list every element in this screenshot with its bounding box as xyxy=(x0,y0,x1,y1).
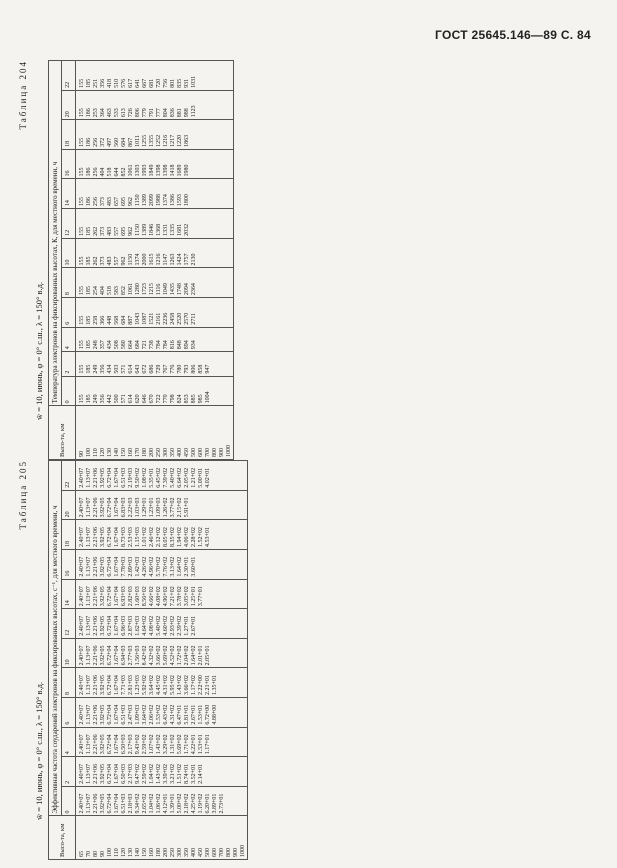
data-column: 2.40+07 1.13+07 2.21+06 3.92+05 6.72+04 1.67+04 7.71+03 2.81+03 1.23+03 5.92+02 3.64+02 4.45+02 4.31+02 5.95+02 1.43+02 3.66+02 1.17+02 2.22+00 2.21+01 1.35+01 xyxy=(76,668,248,698)
group-header: Эффективная частота соударений электронов на фиксированных высотах, с⁻¹, для местного времени, ч xyxy=(49,461,62,816)
data-column: 2.40+07 1.13+07 2.21+06 3.92+05 6.72+04 1.67+04 6.51+03 2.18+03 9.34+02 2.65+02 1.04+02 1.06+02 4.12+01 1.39+01 5.00+02 2.18+02 4.25+02 1.19+02 6.20+01 3.89+01 2.73+01 xyxy=(76,786,248,816)
hour-header: 8 xyxy=(62,668,76,698)
height-column: 65 70 80 90 100 110 120 130 140 150 160 180 200 250 300 350 400 450 500 600 700 800 900 1000 xyxy=(76,816,248,860)
height-column: 90 100 110 120 130 140 150 160 170 180 200 250 300 350 400 450 500 600 700 800 900 1000 xyxy=(76,406,234,460)
data-column: 155 185 248 357 434 508 580 664 684 721 738 784 784 816 848 894 934 xyxy=(76,327,234,351)
hour-header: 10 xyxy=(62,638,76,668)
data-column: 2.40+07 1.13+07 2.21+06 3.92+05 6.72+04 1.67+04 6.94+03 2.77+03 1.56+03 8.42+02 4.32+02 3.66+02 5.69+02 4.52+02 1.72+02 2.04+02 1.64+02 2.01+01 2.05+01 xyxy=(76,638,248,668)
data-column: 2.40+07 1.13+07 2.21+06 3.92+05 6.72+04 1.67+04 6.96+03 2.87+03 1.62+03 4.64+02 4.08+02 5.40+02 4.60+02 2.93+02 2.39+02 1.27+01 2.67+01 xyxy=(76,609,248,639)
hour-header: 22 xyxy=(62,61,76,91)
data-column: 155 185 249 356 434 503 571 614 643 672 686 729 767 776 780 793 806 858 947 xyxy=(76,352,234,376)
data-column: 155 186 256 373 483 657 695 962 1150 1389 2099 1988 1374 1386 1593 1800 xyxy=(76,179,234,209)
table-205 xyxy=(18,460,248,860)
data-column: 2.40+07 1.13+07 2.21+06 3.92+05 6.72+04 1.67+04 6.50+03 2.17+03 9.47+02 2.59+02 1.04+02 1.43+02 3.39+02 3.21+02 1.51+02 8.74+01 3.52+01 2.14+01 xyxy=(76,757,248,787)
hour-header: 18 xyxy=(62,520,76,550)
hour-header: 0 xyxy=(62,786,76,816)
hour-header: 10 xyxy=(62,238,76,268)
hour-header: 20 xyxy=(62,90,76,119)
hour-header: 12 xyxy=(62,609,76,639)
data-column: 155 185 262 373 483 557 695 962 1150 1389 1846 1368 1331 1335 1681 2032 xyxy=(76,209,234,239)
data-column: 2.40+07 1.13+07 2.21+06 3.92+05 6.72+04 1.67+04 8.73+03 2.53+03 1.15+03 1.01+02 2.46+02 2.12+02 8.05+02 8.35+02 1.94+02 4.06+02 2.28+02 1.52+02 4.53+01 xyxy=(76,520,248,550)
table-204 xyxy=(18,60,234,460)
hour-header: 20 xyxy=(62,490,76,520)
hour-header: 16 xyxy=(62,549,76,579)
hour-header: 2 xyxy=(62,757,76,787)
hour-header: 4 xyxy=(62,327,76,351)
page-header: ГОСТ 25645.146—89 С. 84 xyxy=(435,28,591,42)
data-column: 155 185 249 356 442 500 571 614 620 646 670 722 770 798 824 853 885 985 1004 xyxy=(76,376,234,406)
data-table xyxy=(48,460,248,860)
data-column: 2.40+07 1.13+07 2.21+06 3.92+05 6.72+04 1.67+04 6.51+03 2.47+03 1.09+03 3.64+02 2.06+02 1.53+02 6.43+02 4.31+02 6.47+01 5.81+01 2.67+01 1.53+01 6.72+00 4.88+00 xyxy=(76,698,248,728)
hour-header: 6 xyxy=(62,298,76,328)
data-column: 155 186 256 372 497 560 684 867 1011 1255 1355 1252 1216 1217 1220 1863 xyxy=(76,120,234,150)
hour-header: 2 xyxy=(62,352,76,376)
hour-header: 16 xyxy=(62,149,76,179)
hour-header: 0 xyxy=(62,376,76,406)
data-column: 155 185 251 356 418 510 576 617 641 667 681 720 756 801 835 931 1031 xyxy=(76,61,234,91)
group-header: Температура электронов на фиксированных высотах, К, для местного времени, ч xyxy=(49,61,62,406)
data-column: 2.40+07 1.13+07 2.21+06 3.92+05 6.72+04 1.67+04 7.78+03 2.89+03 1.42+03 4.26+02 4.96+02 5.70+02 7.76+02 3.13+02 1.64+02 2.30+01 3.60+01 xyxy=(76,549,248,579)
hour-header: 4 xyxy=(62,727,76,757)
hour-header: 8 xyxy=(62,268,76,298)
data-column: 155 186 253 364 463 533 613 726 806 779 791 777 804 836 881 988 1123 xyxy=(76,90,234,119)
table-caption: Таблица 205 xyxy=(18,460,28,530)
data-column: 2.40+07 1.13+07 2.21+06 3.92+05 6.72+04 1.67+04 6.83+03 2.22+03 1.03+03 1.29+01 1.23+01 1.09+03 1.26+02 3.77+02 2.15+02 5.91+01 xyxy=(76,490,248,520)
data-table xyxy=(48,60,234,460)
height-header: Высо-та, км xyxy=(49,816,76,860)
data-column: 2.40+07 1.13+07 2.21+06 3.92+05 6.72+04 1.67+04 6.50+03 2.17+03 9.43+02 2.59+02 1.07+02 1.43+02 3.29+02 1.31+02 5.69+02 1.71+02 4.22+01 1.53+01 1.17+01 xyxy=(76,727,248,757)
data-column: 2.40+07 1.13+07 2.21+06 3.92+05 6.72+04 1.67+04 6.51+03 2.19+03 9.50+02 1.08+02 5.35+01 6.45+02 7.39+02 5.40+02 6.64+02 2.05+02 1.21+02 5.00+01 4.02+01 xyxy=(76,461,248,491)
data-column: 2.40+07 1.13+07 2.21+06 3.92+05 6.72+04 1.67+04 6.93+03 2.82+03 1.60+03 8.56+02 4.66+02 4.08+02 4.96+02 7.21+02 3.78+02 3.05+02 1.25+01 3.77+01 xyxy=(76,579,248,609)
hour-header: 18 xyxy=(62,120,76,150)
height-header: Высо-та, км xyxy=(49,406,76,460)
hour-header: 12 xyxy=(62,209,76,239)
hour-header: 6 xyxy=(62,698,76,728)
data-column: 155 185 258 366 448 568 684 887 1043 1087 1521 2161 2236 2458 2520 2570 2711 xyxy=(76,298,234,328)
table-subtitle: w̄ = 10, июнь, φ = 0° с.ш., λ = 150° в.д. xyxy=(34,281,44,420)
data-column: 155 186 256 404 518 644 852 1061 1303 1993 1849 1398 1398 1418 1689 1980 xyxy=(76,149,234,179)
hour-header: 14 xyxy=(62,179,76,209)
data-column: 155 185 254 404 518 583 852 1061 1280 1723 1215 1116 1049 1435 1748 2094 2364 xyxy=(76,268,234,298)
hour-header: 14 xyxy=(62,579,76,609)
hour-header: 22 xyxy=(62,461,76,491)
table-subtitle: w̄ = 10, июнь, φ = 0° с.ш., λ = 150° в.д. xyxy=(34,681,44,820)
table-caption: Таблица 204 xyxy=(18,60,28,130)
data-column: 155 185 262 373 483 557 962 1150 1374 2000 1615 1216 1147 1263 1424 1757 2130 xyxy=(76,238,234,268)
